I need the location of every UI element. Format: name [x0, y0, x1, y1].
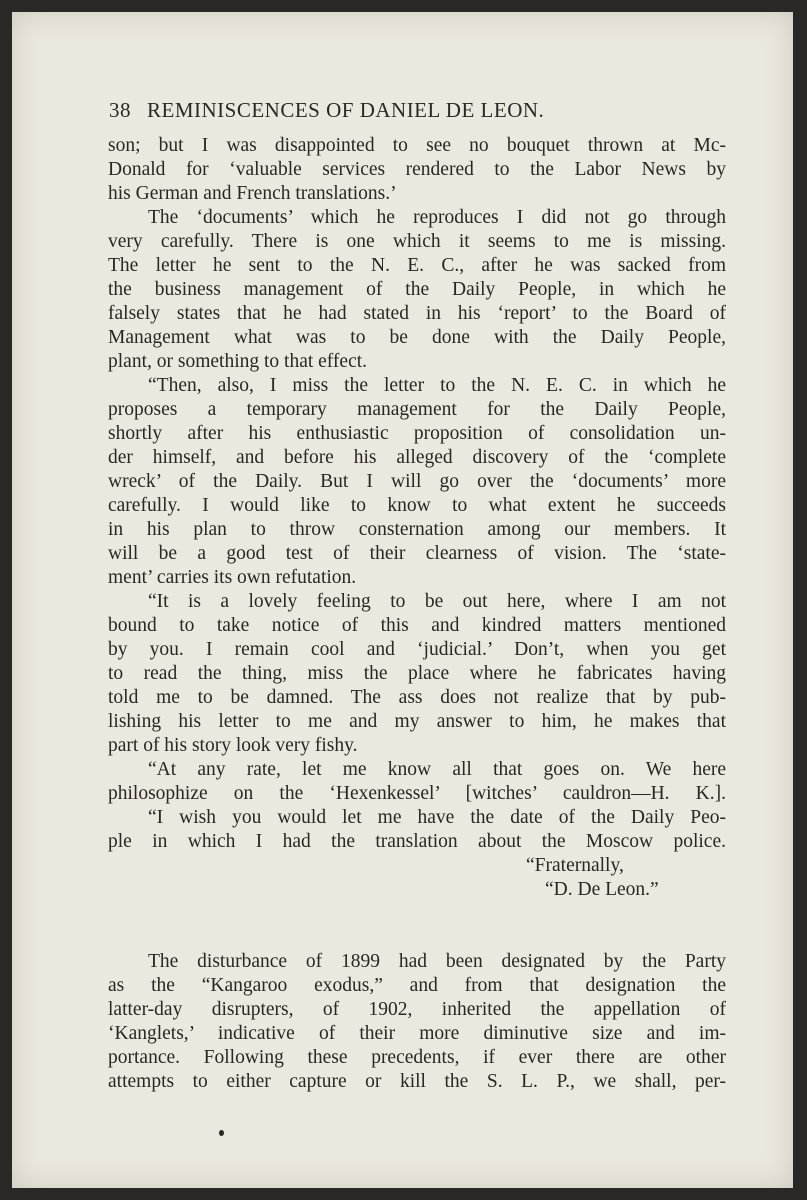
text-line: told me to be damned. The ass does not realize that by pub- [108, 687, 726, 708]
text-line: by you. I remain cool and ‘judicial.’ Don’t, when you get [108, 639, 726, 660]
text-line: as the “Kangaroo exodus,” and from that designation the [108, 975, 726, 996]
text-line: ple in which I had the translation about the Moscow police. [108, 831, 726, 852]
text-line: latter-day disrupters, of 1902, inherited the appellation of [108, 999, 726, 1020]
text-line: Donald for ‘valuable services rendered to the Labor News by [108, 159, 726, 180]
text-line: “I wish you would let me have the date of the Daily Peo- [148, 807, 726, 828]
text-line: philosophize on the ‘Hexenkessel’ [witches’ cauldron—H. K.]. [108, 783, 726, 804]
text-line: lishing his letter to me and my answer to him, he makes that [108, 711, 726, 732]
book-page [12, 12, 793, 1188]
text-line: shortly after his enthusiastic proposition of consolidation un- [108, 423, 726, 444]
text-line: son; but I was disappointed to see no bouquet thrown at Mc- [108, 135, 726, 156]
text-line: plant, or something to that effect. [108, 351, 368, 372]
text-line: The letter he sent to the N. E. C., after he was sacked from [108, 255, 726, 276]
text-line: The ‘documents’ which he reproduces I did not go through [148, 207, 726, 228]
page-number: 38 [109, 98, 131, 122]
text-line: the business management of the Daily People, in which he [108, 279, 726, 300]
text-line: wreck’ of the Daily. But I will go over the ‘documents’ more [108, 471, 726, 492]
text-line: his German and French translations.’ [108, 183, 397, 204]
running-header [109, 98, 649, 123]
text-line: “Then, also, I miss the letter to the N. E. C. in which he [148, 375, 726, 396]
text-line: “It is a lovely feeling to be out here, where I am not [148, 591, 726, 612]
text-line: part of his story look very fishy. [108, 735, 358, 756]
text-line: ment’ carries its own refutation. [108, 567, 357, 588]
text-line: The disturbance of 1899 had been designated by the Party [148, 951, 726, 972]
text-line: “At any rate, let me know all that goes on. We here [148, 759, 726, 780]
signature-name: “D. De Leon.” [545, 879, 659, 900]
text-line: attempts to either capture or kill the S. L. P., we shall, per- [108, 1071, 726, 1092]
signature-closing: “Fraternally, [526, 855, 624, 876]
text-line: Management what was to be done with the Daily People, [108, 327, 726, 348]
text-line: will be a good test of their clearness of vision. The ‘state- [108, 543, 726, 564]
section-gap [108, 902, 726, 950]
text-line: der himself, and before his alleged discovery of the ‘complete [108, 447, 726, 468]
text-line: carefully. I would like to know to what extent he succeeds [108, 495, 726, 516]
text-line: very carefully. There is one which it seems to me is missing. [108, 231, 726, 252]
text-line: proposes a temporary management for the Daily People, [108, 399, 726, 420]
ink-speck [219, 1130, 224, 1136]
text-line: falsely states that he had stated in his ‘report’ to the Board of [108, 303, 726, 324]
page-body [108, 134, 726, 1094]
text-line: to read the thing, miss the place where he fabricates having [108, 663, 726, 684]
text-line: in his plan to throw consternation among our members. It [108, 519, 726, 540]
text-line: bound to take notice of this and kindred matters mentioned [108, 615, 726, 636]
text-line: ‘Kanglets,’ indicative of their more diminutive size and im- [108, 1023, 726, 1044]
running-title: REMINISCENCES OF DANIEL DE LEON. [147, 98, 545, 122]
text-line: portance. Following these precedents, if ever there are other [108, 1047, 726, 1068]
